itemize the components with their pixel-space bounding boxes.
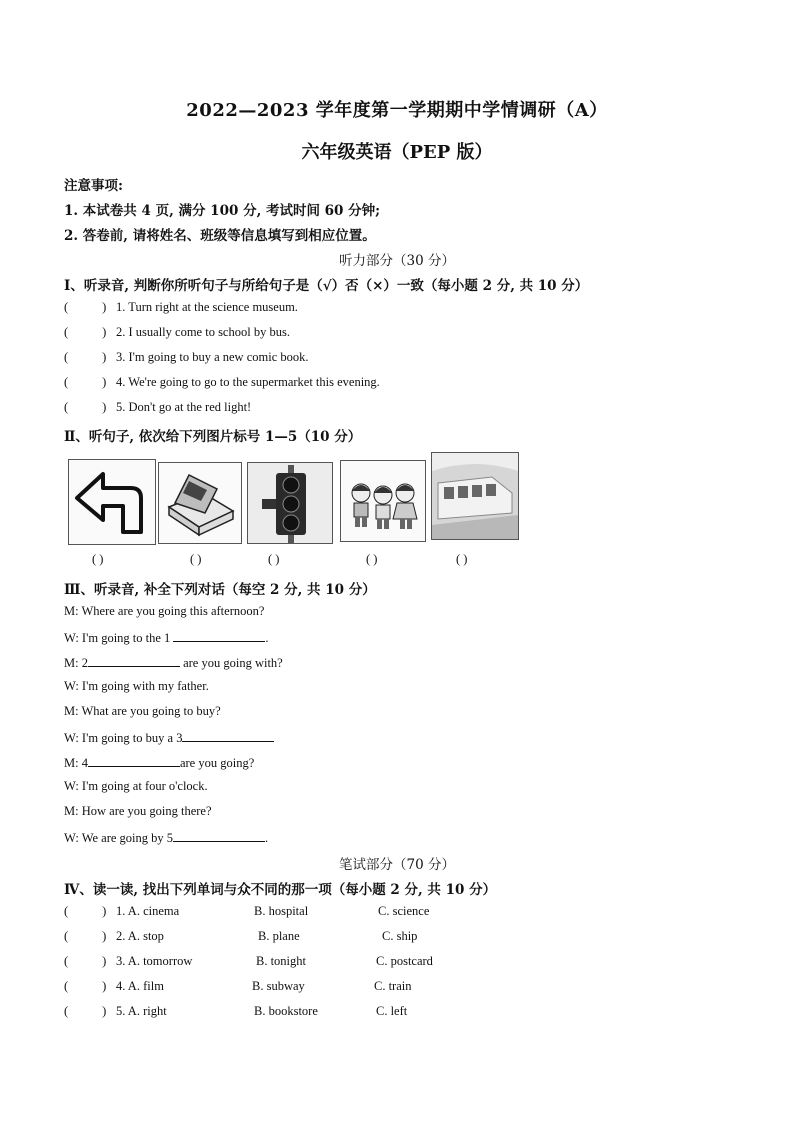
answer-bracket[interactable] [64, 400, 116, 415]
dialogue-line-1 [64, 604, 264, 619]
dialogue-line-6 [64, 729, 274, 746]
bracket-open: ( [64, 954, 69, 968]
answer-bracket[interactable] [64, 300, 116, 315]
answer-bracket[interactable] [64, 350, 116, 365]
bracket-open: ( [64, 400, 69, 414]
picture-children [340, 460, 426, 542]
dialogue-line-9 [64, 804, 212, 819]
part4-question-3 [64, 954, 624, 969]
writing-heading: 笔试部分（70 分） [339, 857, 455, 873]
bracket-close: ) [102, 400, 107, 414]
bracket-close: ) [102, 954, 107, 968]
part4-question-5 [64, 1004, 624, 1019]
question-text: 1. Turn right at the science museum. [116, 300, 298, 314]
dialogue-text-after: . [265, 631, 269, 645]
book-icon [159, 463, 241, 543]
answer-bracket[interactable] [64, 325, 116, 340]
option-c: C. postcard [376, 954, 433, 968]
dialogue-text: M: How are you going there? [64, 804, 212, 818]
dialogue-line-3 [64, 654, 283, 671]
answer-blank[interactable] [182, 729, 274, 742]
option-b: B. bookstore [254, 1004, 318, 1018]
bracket-close: ) [102, 1004, 107, 1018]
option-b: B. plane [258, 929, 300, 943]
part4-question-1 [64, 904, 624, 919]
exam-title: 2022—2023 学年度第一学期期中学情调研（A） [186, 100, 608, 121]
picture-5-answer[interactable]: ( ) [456, 552, 468, 566]
dialogue-line-2 [64, 629, 269, 646]
option-c: C. ship [382, 929, 418, 943]
picture-3-answer[interactable]: ( ) [268, 552, 280, 566]
bracket-close: ) [102, 325, 107, 339]
option-c: C. left [376, 1004, 408, 1018]
option-b: B. tonight [256, 954, 307, 968]
dialogue-text: M: What are you going to buy? [64, 704, 221, 718]
dialogue-line-7 [64, 754, 254, 771]
dialogue-line-10 [64, 829, 268, 846]
picture-4-answer[interactable]: ( ) [366, 552, 378, 566]
notes-item-1: 1. 本试卷共 4 页, 满分 100 分, 考试时间 60 分钟; [64, 203, 381, 219]
part1-title: Ⅰ、听录音, 判断你所听句子与所给句子是（√）否（×）一致（每小题 2 分, 共 10 分） [64, 278, 589, 294]
picture-2-answer[interactable]: ( ) [190, 552, 202, 566]
answer-bracket[interactable] [64, 375, 116, 390]
dialogue-text: W: I'm going with my father. [64, 679, 209, 693]
dialogue-line-4 [64, 679, 209, 694]
answer-blank[interactable] [173, 829, 265, 842]
dialogue-text: M: Where are you going this afternoon? [64, 604, 265, 618]
option-a: 4. A. film [116, 979, 164, 993]
bracket-close: ) [102, 375, 107, 389]
answer-bracket[interactable] [64, 979, 116, 994]
traffic-light-icon [248, 463, 332, 543]
bracket-open: ( [64, 979, 69, 993]
exam-subtitle: 六年级英语（PEP 版） [301, 142, 493, 163]
dialogue-text: W: We are going by 5 [64, 831, 174, 845]
bracket-open: ( [64, 350, 69, 364]
part2-title: Ⅱ、听句子, 依次给下列图片标号 1—5（10 分） [64, 429, 362, 445]
part1-question-5 [64, 400, 251, 415]
picture-traffic-light [247, 462, 333, 544]
dialogue-text: M: 2 [64, 656, 88, 670]
option-b: B. hospital [254, 904, 309, 918]
question-text: 3. I'm going to buy a new comic book. [116, 350, 309, 364]
children-icon [341, 461, 425, 541]
picture-1-answer[interactable]: ( ) [92, 552, 104, 566]
question-text: 4. We're going to go to the supermarket this evening. [116, 375, 380, 389]
picture-book [158, 462, 242, 544]
answer-bracket[interactable] [64, 904, 116, 919]
bracket-open: ( [64, 929, 69, 943]
answer-blank[interactable] [88, 654, 180, 667]
notes-item-2: 2. 答卷前, 请将姓名、班级等信息填写到相应位置。 [64, 228, 376, 244]
dialogue-text-after: are you going with? [179, 656, 283, 670]
dialogue-text-after: are you going? [179, 756, 255, 770]
part1-question-1 [64, 300, 298, 315]
part1-question-2 [64, 325, 290, 340]
question-text: 2. I usually come to school by bus. [116, 325, 290, 339]
bracket-open: ( [64, 325, 69, 339]
option-a: 3. A. tomorrow [116, 954, 193, 968]
bracket-open: ( [64, 904, 69, 918]
dialogue-text: W: I'm going to buy a 3 [64, 731, 183, 745]
answer-blank[interactable] [173, 629, 265, 642]
dialogue-line-5 [64, 704, 221, 719]
part4-question-2 [64, 929, 624, 944]
bracket-open: ( [64, 300, 69, 314]
dialogue-text-after: . [265, 831, 269, 845]
part1-question-4 [64, 375, 380, 390]
option-c: C. train [374, 979, 412, 993]
picture-subway [431, 452, 519, 540]
bracket-open: ( [64, 375, 69, 389]
notes-heading: 注意事项: [64, 178, 123, 194]
dialogue-text: M: 4 [64, 756, 88, 770]
answer-blank[interactable] [88, 754, 180, 767]
option-a: 5. A. right [116, 1004, 167, 1018]
picture-left-turn [68, 459, 156, 545]
option-c: C. science [378, 904, 430, 918]
part3-title: Ⅲ、听录音, 补全下列对话（每空 2 分, 共 10 分） [64, 582, 376, 598]
bracket-close: ) [102, 350, 107, 364]
bracket-close: ) [102, 929, 107, 943]
answer-bracket[interactable] [64, 929, 116, 944]
bracket-close: ) [102, 979, 107, 993]
option-b: B. subway [252, 979, 305, 993]
left-turn-arrow-icon [69, 460, 155, 544]
subway-icon [432, 453, 518, 539]
dialogue-text: W: I'm going at four o'clock. [64, 779, 208, 793]
dialogue-text: W: I'm going to the 1 [64, 631, 174, 645]
bracket-close: ) [102, 300, 107, 314]
answer-bracket[interactable] [64, 954, 116, 969]
answer-bracket[interactable] [64, 1004, 116, 1019]
part4-question-4 [64, 979, 624, 994]
dialogue-line-8 [64, 779, 208, 794]
option-a: 1. A. cinema [116, 904, 180, 918]
question-text: 5. Don't go at the red light! [116, 400, 252, 414]
part1-question-3 [64, 350, 309, 365]
bracket-open: ( [64, 1004, 69, 1018]
option-a: 2. A. stop [116, 929, 164, 943]
part4-title: Ⅳ、读一读, 找出下列单词与众不同的那一项（每小题 2 分, 共 10 分） [64, 882, 497, 898]
bracket-close: ) [102, 904, 107, 918]
listening-heading: 听力部分（30 分） [339, 253, 455, 269]
